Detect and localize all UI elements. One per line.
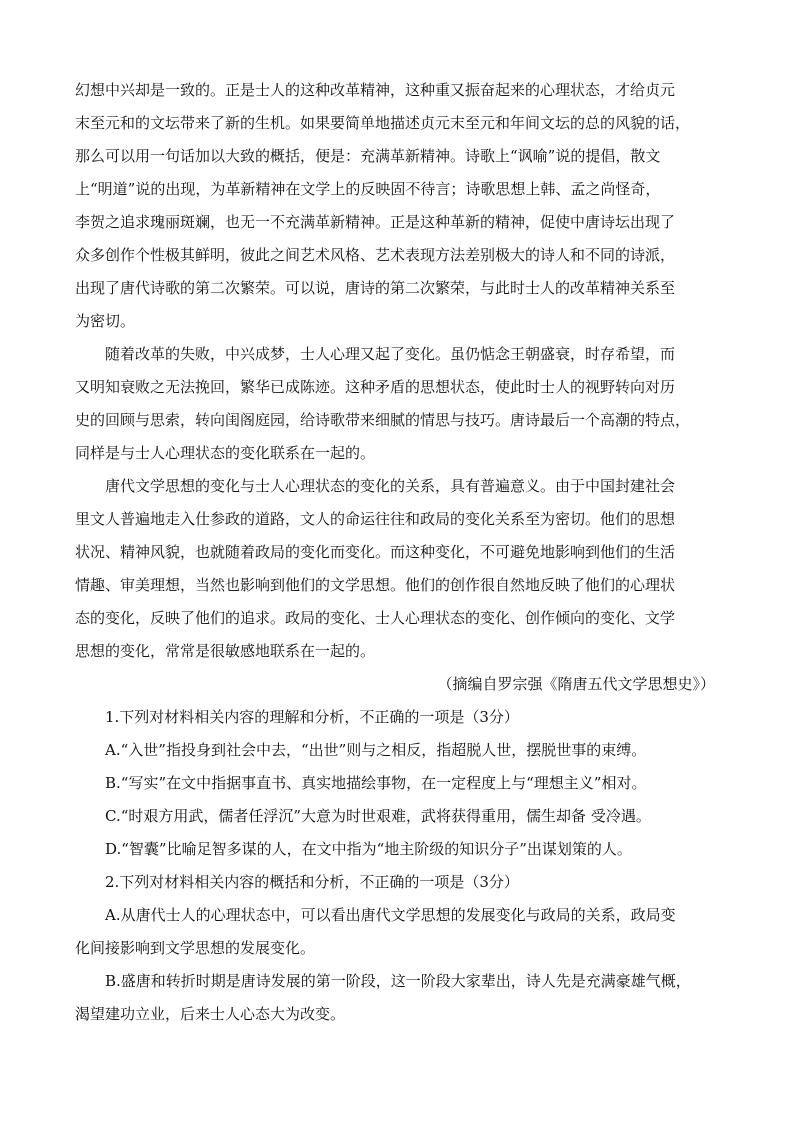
question-1-option-c: C.“时艰方用武，儒者任浮沉”大意为时世艰难，武将获得重用，儒生却备 受冷遇。	[105, 807, 651, 825]
text-line: 为密切。	[75, 312, 136, 330]
question-2-option-b: B.盛唐和转折时期是唐诗发展的第一阶段，这一阶段大家辈出，诗人先是充满豪雄气概，	[105, 972, 691, 990]
text-line: 史的回顾与思索，转向闺阁庭园，给诗歌带来细腻的情思与技巧。唐诗最后一个高潮的特点，	[75, 411, 691, 429]
text-line: 随着改革的失败，中兴成梦，士人心理又起了变化。虽仍惦念王朝盛衰，时存希望，而	[105, 345, 676, 363]
text-line: 那么可以用一句话加以大致的概括，便是：充满革新精神。诗歌上“讽喻”说的提倡，散文	[75, 147, 661, 165]
text-line: 末至元和的文坛带来了新的生机。如果要简单地描述贞元末至元和年间文坛的总的风貌的话，	[75, 114, 691, 132]
text-line: 出现了唐代诗歌的第二次繁荣。可以说，唐诗的第二次繁荣，与此时士人的改革精神关系至	[75, 279, 676, 297]
text-line: 李贺之追求瑰丽斑斓，也无一不充满革新精神。正是这种革新的精神，促使中唐诗坛出现了	[75, 213, 676, 231]
text-line: 状况、精神风貌，也就随着政局的变化而变化。而这种变化，不可避免地影响到他们的生活	[75, 543, 676, 561]
question-1-option-a: A.“入世”指投身到社会中去，“出世”则与之相反，指超脱人世，摆脱世事的束缚。	[105, 741, 647, 759]
source-attribution: （摘编自罗宗强《隋唐五代文学思想史》）	[437, 675, 715, 693]
text-line: 幻想中兴却是一致的。正是士人的这种改革精神，这种重又振奋起来的心理状态，才给贞元	[75, 81, 676, 99]
question-1-option-b: B.“写实”在文中指据事直书、真实地描绘事物，在一定程度上与“理想主义”相对。	[105, 774, 647, 792]
text-line: 唐代文学思想的变化与士人心理状态的变化的关系，具有普遍意义。由于中国封建社会	[105, 477, 676, 495]
text-line: 情趣、审美理想，当然也影响到他们的文学思想。他们的创作很自然地反映了他们的心理状	[75, 576, 676, 594]
text-line: 同样是与士人心理状态的变化联系在一起的。	[75, 444, 376, 462]
question-2-option-a: A.从唐代士人的心理状态中，可以看出唐代文学思想的发展变化与政局的关系，政局变	[105, 906, 676, 924]
question-2-option-b-cont: 渴望建功立业，后来士人心态大为改变。	[75, 1005, 346, 1023]
text-line: 众多创作个性极其鲜明，彼此之间艺术风格、艺术表现方法差别极大的诗人和不同的诗派，	[75, 246, 676, 264]
question-1-option-d: D.“智囊”比喻足智多谋的人，在文中指为“地主阶级的知识分子”出谋划策的人。	[105, 840, 632, 858]
text-line: 思想的变化，常常是很敏感地联系在一起的。	[75, 642, 376, 660]
text-line: 上“明道”说的出现，为革新精神在文学上的反映固不待言；诗歌思想上韩、孟之尚怪奇，	[75, 180, 661, 198]
text-line: 里文人普遍地走入仕参政的道路，文人的命运往往和政局的变化关系至为密切。他们的思想	[75, 510, 676, 528]
question-2-option-a-cont: 化间接影响到文学思想的发展变化。	[75, 939, 316, 957]
question-2-stem: 2.下列对材料相关内容的概括和分析，不正确的一项是（3分）	[105, 873, 519, 891]
question-1-stem: 1.下列对材料相关内容的理解和分析，不正确的一项是（3分）	[105, 708, 519, 726]
text-line: 又明知衰败之无法挽回，繁华已成陈迹。这种矛盾的思想状态，使此时士人的视野转向对历	[75, 378, 676, 396]
text-line: 态的变化，反映了他们的追求。政局的变化、士人心理状态的变化、创作倾向的变化、文学	[75, 609, 676, 627]
